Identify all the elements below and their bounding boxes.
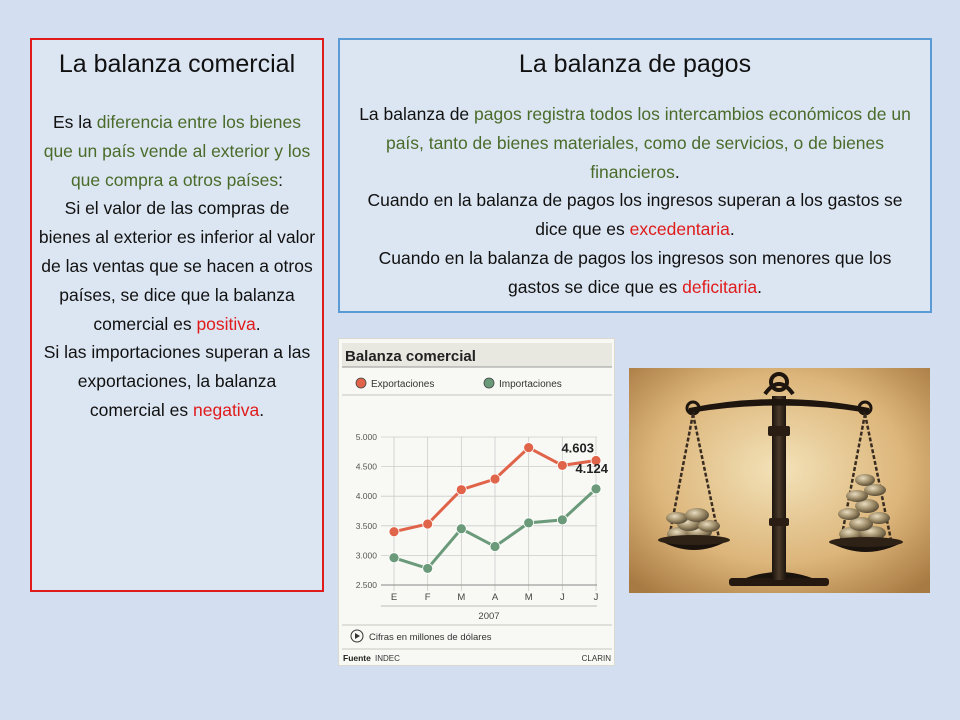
y-tick-label: 3.000	[355, 550, 377, 561]
definition-paragraph	[38, 108, 316, 194]
data-point-importaciones	[591, 484, 601, 494]
balance-scale-photo	[629, 368, 930, 593]
body-text: .	[674, 161, 680, 182]
play-icon	[355, 633, 360, 639]
x-axis-label: 2007	[478, 611, 500, 622]
surplus-paragraph	[354, 186, 916, 244]
panel-body	[340, 100, 930, 302]
data-point-importaciones	[490, 542, 500, 552]
data-point-importaciones	[557, 515, 567, 525]
highlight-term: deficitaria	[682, 276, 758, 297]
y-tick-label: 4.000	[355, 491, 377, 502]
data-point-exportaciones	[456, 485, 466, 495]
source-label: Fuente	[343, 653, 371, 663]
positive-paragraph	[38, 194, 316, 338]
balanza-pagos-panel	[338, 38, 932, 313]
data-point-exportaciones	[423, 519, 433, 529]
body-text: :	[278, 169, 284, 190]
definition-text: diferencia entre los bienes que un país vende al exterior y los que compra a otros países	[43, 112, 311, 190]
legend-marker-exportaciones	[356, 378, 366, 388]
y-tick-label: 2.500	[355, 580, 377, 590]
deficit-paragraph	[354, 244, 916, 302]
x-tick-label: M	[457, 592, 466, 603]
legend-label-importaciones: Importaciones	[499, 379, 562, 390]
body-text: Si las importaciones superan a las exportaciones, la balanza comercial es	[43, 342, 311, 420]
x-tick-label: A	[491, 592, 499, 603]
panel-body	[32, 108, 322, 425]
data-point-exportaciones	[389, 527, 399, 537]
data-point-importaciones	[456, 524, 466, 534]
brand-label: CLARIN	[581, 654, 611, 663]
definition-text: pagos registra todos los intercambios económicos de un país, tanto de bienes materiales, como de servicios, o de bienes financieros	[385, 104, 911, 182]
x-tick-label: F	[424, 592, 431, 603]
legend-label-exportaciones: Exportaciones	[371, 379, 435, 390]
body-text: .	[259, 399, 265, 420]
data-point-exportaciones	[557, 460, 567, 470]
y-tick-label: 4.500	[355, 461, 377, 472]
data-point-importaciones	[524, 518, 534, 528]
x-tick-label: E	[390, 592, 398, 603]
data-label-last-import: 4.124	[575, 460, 608, 476]
highlight-term: positiva	[196, 313, 256, 334]
body-text: Si el valor de las compras de bienes al exterior es inferior al valor de las ventas que se hacen a otros países, se dice que la balanza comercial es	[38, 198, 316, 334]
body-text: .	[757, 276, 762, 297]
chart-canvas	[339, 339, 616, 667]
y-tick-label: 5.000	[355, 432, 377, 442]
chart-title: Balanza comercial	[345, 348, 476, 365]
panel-title: La balanza comercial	[58, 50, 296, 78]
chart-note: Cifras en millones de dólares	[369, 632, 492, 643]
data-point-exportaciones	[490, 474, 500, 484]
x-tick-label: J	[593, 592, 599, 603]
x-tick-label: M	[524, 592, 533, 603]
x-tick-label: J	[559, 592, 565, 603]
highlight-term: negativa	[193, 399, 260, 420]
data-label-last-export: 4.603	[561, 440, 594, 456]
legend-marker-importaciones	[484, 378, 494, 388]
body-text: Cuando en la balanza de pagos los ingresos superan a los gastos se dice que es	[367, 190, 903, 240]
data-point-exportaciones	[524, 443, 534, 453]
trade-balance-chart	[338, 338, 615, 666]
highlight-term: excedentaria	[629, 219, 730, 240]
y-tick-label: 3.500	[355, 520, 377, 531]
data-point-importaciones	[389, 553, 399, 563]
definition-paragraph	[354, 100, 916, 186]
body-text: Es la	[52, 112, 97, 132]
body-text: .	[255, 313, 261, 334]
data-point-importaciones	[423, 563, 433, 573]
panel-title: La balanza de pagos	[518, 50, 752, 78]
balanza-comercial-panel	[30, 38, 324, 592]
body-text: .	[729, 219, 735, 240]
source-value: INDEC	[375, 654, 400, 663]
body-text: La balanza de	[359, 104, 475, 124]
negative-paragraph	[38, 338, 316, 424]
body-text: Cuando en la balanza de pagos los ingresos son menores que los gastos se dice que es	[378, 247, 892, 297]
